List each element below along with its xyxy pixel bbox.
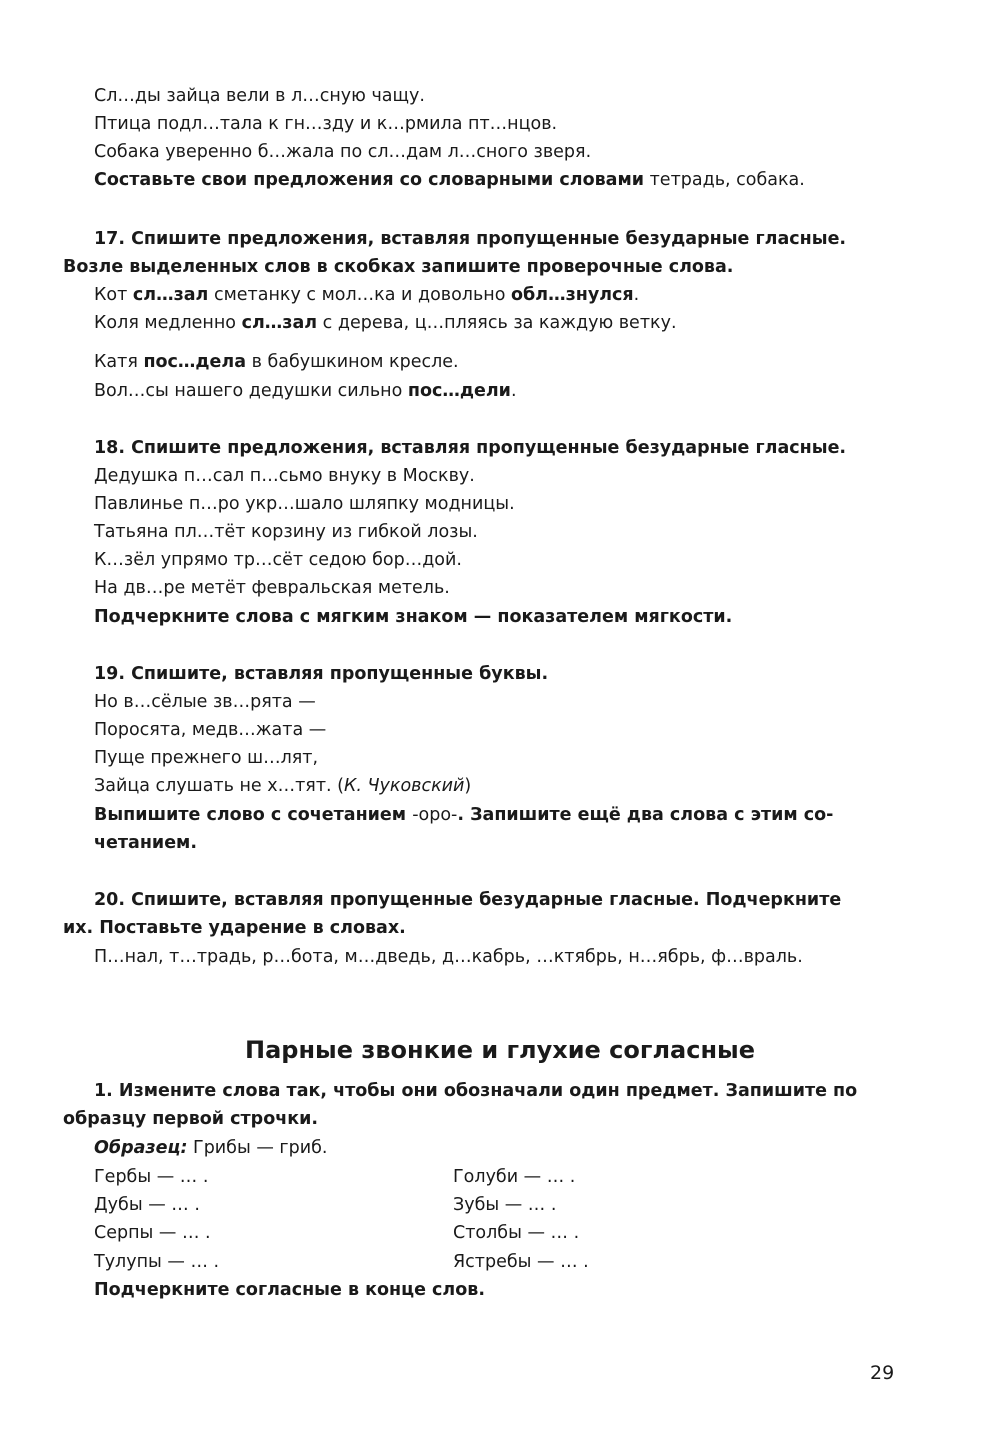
ex18-line-5: На дв…ре метёт февральская метель.: [94, 578, 450, 598]
ex17-sentence-4: [94, 377, 1000, 405]
ex17-s4-text-a: Вол…сы нашего дедушки сильно: [94, 381, 408, 401]
left-col-item-4: Тулупы — … .: [94, 1252, 220, 1272]
left-col-item-1: Гербы — … .: [94, 1167, 209, 1187]
ex17-s2-text-c: с дерева, ц…пляясь за каждую ветку.: [317, 313, 677, 333]
ex19-task-oro: -оро-: [412, 805, 458, 825]
ex17-heading-line-1: 17. Спишите предложения, вставляя пропущенные безударные гласные.: [94, 229, 847, 249]
ex20-heading-line-1: 20. Спишите, вставляя пропущенные безударные гласные. Подчеркните: [94, 890, 842, 910]
ex16-line-1: Сл…ды зайца вели в л…сную чащу.: [94, 86, 425, 106]
sample-line: [94, 1134, 1000, 1162]
ex19-task-line-1: [94, 801, 1000, 829]
ex17-sentence-2: [94, 309, 1000, 337]
ex19-line-4-close: ): [464, 776, 472, 796]
ex19-line-4: [94, 772, 1000, 800]
ex20-words: П…нал, т…традь, р…бота, м…дведь, д…кабрь, …ктябрь, н…ябрь, ф…враль.: [94, 947, 803, 967]
sample-text: Грибы — гриб.: [187, 1138, 328, 1158]
ex18-line-3: Татьяна пл…тёт корзину из гибкой лозы.: [94, 522, 478, 542]
ex19-line-3: Пуще прежнего ш…лят,: [94, 748, 319, 768]
ex20-heading-line-2: их. Поставьте ударение в словах.: [63, 918, 406, 938]
ex18-line-4: К…зёл упрямо тр…сёт седою бор…дой.: [94, 550, 462, 570]
right-col-item-3: Столбы — … .: [453, 1223, 580, 1243]
ex17-s1-bold-1: сл…зал: [132, 285, 209, 305]
section-title: Парные звонкие и глухие согласные: [245, 1036, 755, 1064]
ex18-line-2: Павлинье п…ро укр…шало шляпку модницы.: [94, 494, 515, 514]
ex17-s2-bold-1: сл…зал: [241, 313, 318, 333]
sample-label: Образец:: [94, 1138, 188, 1158]
ex17-s3-text-a: Катя: [94, 352, 144, 372]
ex16-task-words: тетрадь, собака.: [644, 170, 805, 190]
ex19-task-a: Выпишите слово с сочетанием: [94, 805, 413, 825]
ex19-task-line-2: четанием.: [94, 833, 198, 853]
ex19-task-b: . Запишите ещё два слова с этим со-: [457, 805, 834, 825]
right-col-item-4: Ястребы — … .: [453, 1252, 589, 1272]
section-task: Подчеркните согласные в конце слов.: [94, 1280, 485, 1300]
section-ex1-heading-line-1: 1. Измените слова так, чтобы они обозначали один предмет. Запишите по: [94, 1081, 858, 1101]
left-col-item-3: Серпы — … .: [94, 1223, 211, 1243]
ex19-line-2: Поросята, медв…жата —: [94, 720, 327, 740]
ex17-s1-text-a: Кот: [94, 285, 133, 305]
ex17-sentence-3: [94, 348, 1000, 376]
ex17-s1-bold-2: обл…знулся: [511, 285, 634, 305]
ex18-task: Подчеркните слова с мягким знаком — показателем мягкости.: [94, 607, 733, 627]
ex17-s3-text-c: в бабушкином кресле.: [246, 352, 459, 372]
ex19-line-4-text: Зайца слушать не х…тят. (: [94, 776, 344, 796]
ex17-s4-bold-1: пос…дели: [407, 381, 511, 401]
ex19-heading: 19. Спишите, вставляя пропущенные буквы.: [94, 664, 549, 684]
section-ex1-heading-line-2: образцу первой строчки.: [63, 1109, 319, 1129]
right-col-item-1: Голуби — … .: [453, 1167, 576, 1187]
ex18-heading: 18. Спишите предложения, вставляя пропущенные безударные гласные.: [94, 438, 847, 458]
ex16-task-bold: Составьте свои предложения со словарными словами: [94, 170, 645, 190]
ex17-s1-text-c: сметанку с мол…ка и довольно: [208, 285, 512, 305]
ex17-sentence-1: [94, 281, 1000, 309]
ex18-line-1: Дедушка п…сал п…сьмо внуку в Москву.: [94, 466, 475, 486]
page-number: 29: [870, 1362, 895, 1384]
ex17-s1-text-d: .: [633, 285, 640, 305]
ex19-author: К. Чуковский: [343, 776, 465, 796]
right-col-item-2: Зубы — … .: [453, 1195, 557, 1215]
ex16-line-3: Собака уверенно б…жала по сл…дам л…сного зверя.: [94, 142, 592, 162]
ex17-heading-line-2: Возле выделенных слов в скобках запишите проверочные слова.: [63, 257, 734, 277]
ex17-s2-text-a: Коля медленно: [94, 313, 242, 333]
ex19-line-1: Но в…сёлые зв…рята —: [94, 692, 316, 712]
ex17-s3-bold-1: пос…дела: [143, 352, 247, 372]
ex16-line-2: Птица подл…тала к гн…зду и к…рмила пт…нцов.: [94, 114, 558, 134]
left-col-item-2: Дубы — … .: [94, 1195, 200, 1215]
ex17-s4-text-c: .: [510, 381, 517, 401]
ex16-task: [94, 166, 1000, 194]
